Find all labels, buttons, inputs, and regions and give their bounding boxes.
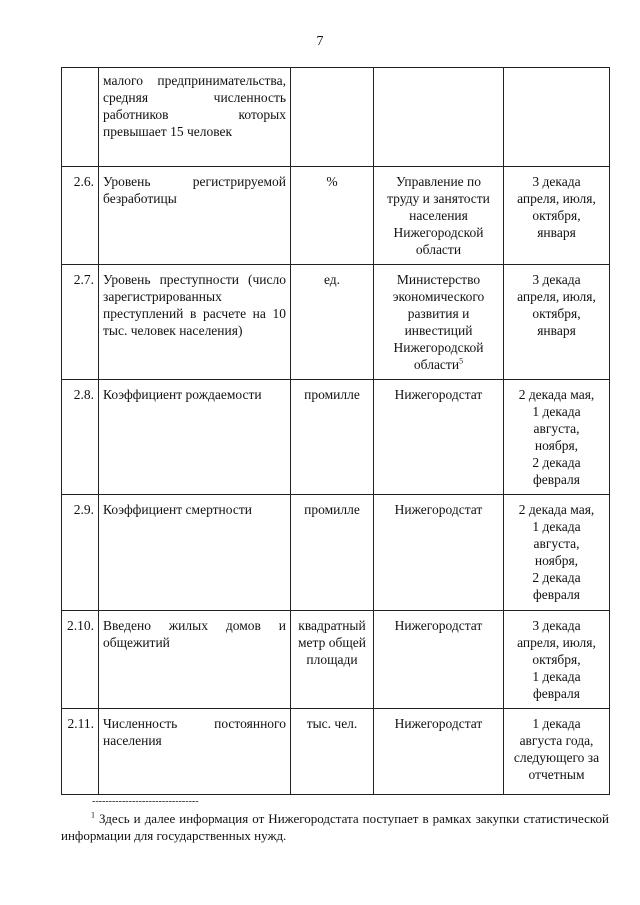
row-number: 2.11. <box>62 709 99 795</box>
source-cell: Министерство экономического развития и инвестиций Нижегородской области$^5$ <box>374 265 504 380</box>
term-cell: 3 декада апреля, июля, октября, 1 декада февраля <box>504 611 610 709</box>
row-number: 2.7. <box>62 265 99 380</box>
footnote <box>61 810 609 844</box>
indicator-name: Численность постоянного населения <box>99 709 291 795</box>
source-cell: Нижегородстат <box>374 611 504 709</box>
source-cell: Нижегородстат <box>374 380 504 495</box>
indicator-name: малого предпринимательства, средняя численность работников которых превышает 15 человек <box>99 68 291 167</box>
term-cell: 2 декада мая, 1 декада августа, ноября, 2 декада февраля <box>504 495 610 611</box>
footnote-number: 1 <box>91 810 95 820</box>
term-cell <box>504 68 610 167</box>
source-cell: Нижегородстат <box>374 709 504 795</box>
term-cell: 3 декада апреля, июля, октября, января <box>504 167 610 265</box>
unit-cell: тыс. чел. <box>291 709 374 795</box>
unit-cell <box>291 68 374 167</box>
unit-cell: промилле <box>291 495 374 611</box>
table-row <box>62 611 610 709</box>
table-row <box>62 380 610 495</box>
term-cell: 2 декада мая, 1 декада августа, ноября, 2 декада февраля <box>504 380 610 495</box>
table-row <box>62 167 610 265</box>
table-row <box>62 68 610 167</box>
term-cell: 1 декада августа года, следующего за отчетным <box>504 709 610 795</box>
table-row <box>62 709 610 795</box>
indicators-table <box>61 67 610 795</box>
source-cell: Нижегородстат <box>374 495 504 611</box>
footnote-text: Здесь и далее информация от Нижегородстата поступает в рамках закупки статистической информации для государственных нужд. <box>61 811 609 843</box>
row-number: 2.9. <box>62 495 99 611</box>
indicator-name: Коэффициент смертности <box>99 495 291 611</box>
table-row <box>62 495 610 611</box>
unit-cell: % <box>291 167 374 265</box>
unit-cell: квадратный метр общей площади <box>291 611 374 709</box>
unit-cell: ед. <box>291 265 374 380</box>
row-number <box>62 68 99 167</box>
indicator-name: Уровень преступности (число зарегистрированных преступлений в расчете на 10 тыс. человек населения) <box>99 265 291 380</box>
indicator-name: Введено жилых домов и общежитий <box>99 611 291 709</box>
indicator-name: Уровень регистрируемой безработицы <box>99 167 291 265</box>
page-number: 7 <box>316 34 324 49</box>
row-number: 2.10. <box>62 611 99 709</box>
footnote-marker: 5 <box>459 356 464 366</box>
indicator-name: Коэффициент рождаемости <box>99 380 291 495</box>
table-row <box>62 265 610 380</box>
term-cell: 3 декада апреля, июля, октября, января <box>504 265 610 380</box>
source-cell <box>374 68 504 167</box>
source-cell: Управление по труду и занятости населения Нижегородской области <box>374 167 504 265</box>
footnote-separator: -------------------------------- <box>92 796 199 807</box>
row-number: 2.6. <box>62 167 99 265</box>
row-number: 2.8. <box>62 380 99 495</box>
unit-cell: промилле <box>291 380 374 495</box>
